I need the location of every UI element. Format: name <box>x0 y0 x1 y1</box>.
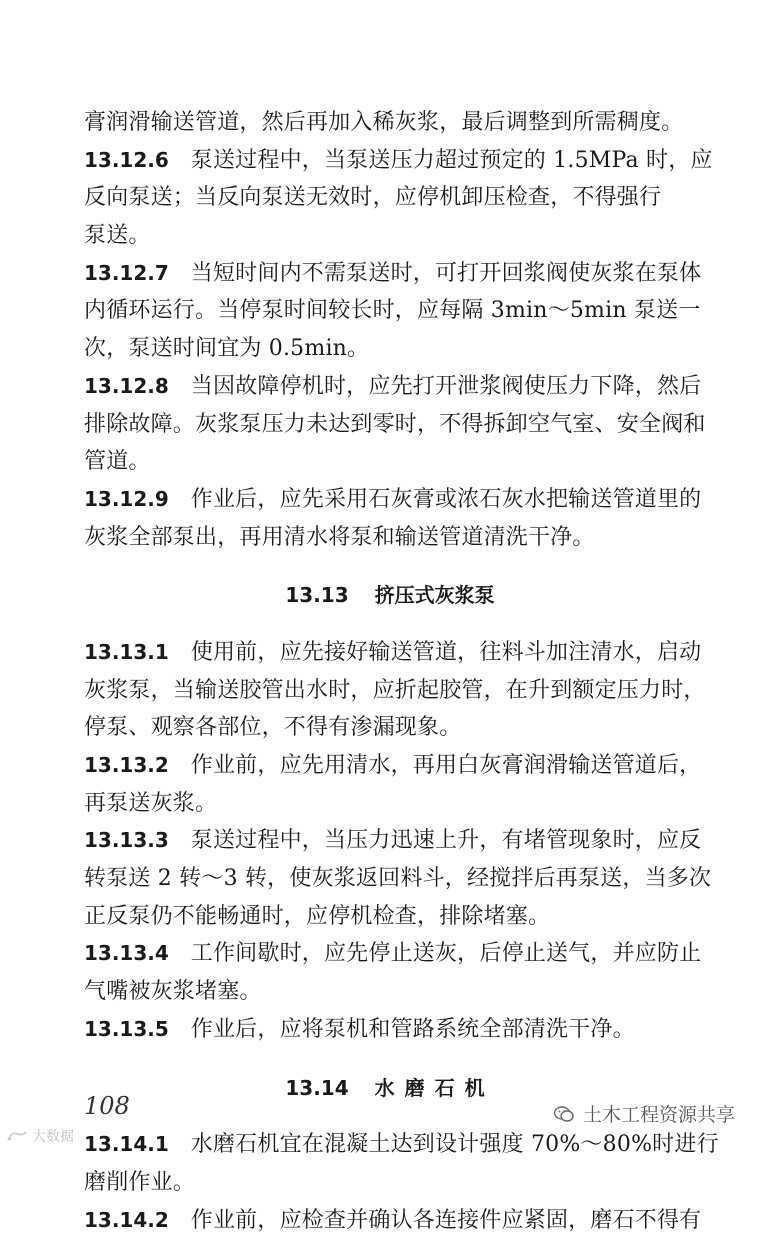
text-line <box>84 142 713 180</box>
clause-text: 作业后，应将泵机和管路系统全部清洗干净。 <box>190 1016 635 1042</box>
text-line <box>84 1202 702 1239</box>
watermark-logo-text: 大数据 <box>32 1129 74 1145</box>
text-line <box>84 368 702 406</box>
clause-text: 水磨石机宜在混凝土达到设计强度 70%～80%时进行 <box>190 1132 719 1158</box>
text-line <box>84 443 696 481</box>
text-line <box>84 1164 696 1202</box>
text-line <box>84 785 696 823</box>
clause-number: 13.12.8 <box>84 373 169 398</box>
text-line <box>84 1011 696 1049</box>
clause-text: 磨削作业。 <box>84 1169 196 1195</box>
clause-number: 13.13.4 <box>84 941 169 966</box>
text-line <box>84 935 702 973</box>
page-number: 108 <box>84 1092 130 1120</box>
clause-number: 13.14.2 <box>84 1207 169 1232</box>
page-body <box>84 104 719 1239</box>
clause-paragraph <box>84 142 713 255</box>
clause-text: 正反泵仍不能畅通时，应停机检查，排除堵塞。 <box>84 903 551 929</box>
clause-text: 反向泵送；当反向泵送无效时，应停机卸压检查，不得强行 <box>84 185 662 211</box>
wechat-icon <box>553 1105 575 1123</box>
clause-text: 当因故障停机时，应先打开泄浆阀使压力下降，然后 <box>190 373 702 399</box>
clause-text: 灰浆泵，当输送胶管出水时，应折起胶管，在升到额定压力时， <box>84 677 706 703</box>
clause-text: 泵送过程中，当泵送压力超过预定的 1.5MPa 时，应 <box>190 147 713 173</box>
clause-paragraph <box>84 1202 702 1239</box>
text-line <box>84 255 702 293</box>
clause-text: 当短时间内不需泵送时，可打开回浆阀使灰浆在泵体 <box>190 260 702 286</box>
clause-text: 作业前，应先用清水，再用白灰膏润滑输送管道后， <box>190 753 702 778</box>
clause-text: 作业前，应检查并确认各连接件应紧固，磨石不得有 <box>190 1207 702 1233</box>
bigdata-logo-icon <box>6 1129 28 1143</box>
clause-number: 13.12.6 <box>84 147 169 172</box>
clause-paragraph <box>84 1126 719 1201</box>
section-heading <box>84 577 696 615</box>
text-line <box>84 481 702 519</box>
section-heading-title: 挤压式灰浆泵 <box>374 583 495 608</box>
text-line <box>84 898 696 936</box>
clause-text: 转泵送 2 转～3 转，使灰浆返回料斗，经搅拌后再泵送，当多次 <box>84 866 712 892</box>
text-line <box>84 179 696 217</box>
clause-paragraph <box>84 634 706 747</box>
clause-paragraph <box>84 747 702 822</box>
clause-number: 13.12.7 <box>84 260 169 285</box>
text-line <box>84 860 712 898</box>
clause-paragraph <box>84 368 706 481</box>
text-line <box>84 634 702 672</box>
clause-text: 停泵、观察各部位，不得有渗漏现象。 <box>84 715 462 741</box>
clause-text: 泵送。 <box>84 223 151 249</box>
clause-text: 排除故障。灰浆泵压力未达到零时，不得拆卸空气室、安全阀和 <box>84 411 706 437</box>
clause-text: 再泵送灰浆。 <box>84 790 218 816</box>
text-line <box>84 822 702 860</box>
text-line <box>84 672 706 710</box>
text-line <box>84 217 696 255</box>
clause-text: 使用前，应先接好输送管道，往料斗加注清水，启动 <box>190 639 702 665</box>
clause-number: 13.13.5 <box>84 1016 169 1041</box>
clause-number: 13.12.9 <box>84 486 169 511</box>
text-line <box>84 709 696 747</box>
section-heading-number: 13.13 <box>285 583 349 608</box>
section-heading-title: 水磨石机 <box>374 1075 495 1100</box>
clause-text: 泵送过程中，当压力迅速上升，有堵管现象时，应反 <box>190 828 702 854</box>
section-heading-number: 13.14 <box>285 1075 349 1100</box>
clause-text: 次，泵送时间宜为 0.5min。 <box>84 336 370 362</box>
clause-number: 13.13.2 <box>84 753 169 777</box>
clause-number: 13.13.1 <box>84 639 169 664</box>
text-line <box>84 406 706 444</box>
clause-text: 气嘴被灰浆堵塞。 <box>84 979 262 1005</box>
text-line <box>84 973 696 1011</box>
watermark-source <box>553 1100 735 1127</box>
clause-text: 作业后，应先采用石灰膏或浓石灰水把输送管道里的 <box>190 486 702 512</box>
clause-paragraph <box>84 104 696 142</box>
text-line <box>84 330 696 368</box>
text-line <box>84 519 696 557</box>
clause-text: 管道。 <box>84 449 151 475</box>
clause-paragraph <box>84 822 712 935</box>
clause-text: 工作间歇时，应先停止送灰，后停止送气，并应防止 <box>190 941 702 967</box>
clause-paragraph <box>84 481 702 556</box>
clause-number: 13.13.3 <box>84 828 169 853</box>
clause-text: 灰浆全部泵出，再用清水将泵和输送管道清洗干净。 <box>84 524 595 550</box>
watermark-source-text: 土木工程资源共享 <box>582 1104 735 1126</box>
text-line <box>84 747 702 785</box>
text-line <box>84 104 696 142</box>
clause-text: 内循环运行。当停泵时间较长时，应每隔 3min～5min 泵送一 <box>84 298 701 324</box>
text-line <box>84 1126 719 1164</box>
clause-paragraph <box>84 255 702 368</box>
clause-number: 13.14.1 <box>84 1132 169 1157</box>
clause-paragraph <box>84 1011 696 1049</box>
watermark-logo <box>6 1126 74 1146</box>
text-line <box>84 292 701 330</box>
clause-text: 膏润滑输送管道，然后再加入稀灰浆，最后调整到所需稠度。 <box>84 110 684 135</box>
clause-paragraph <box>84 935 702 1010</box>
